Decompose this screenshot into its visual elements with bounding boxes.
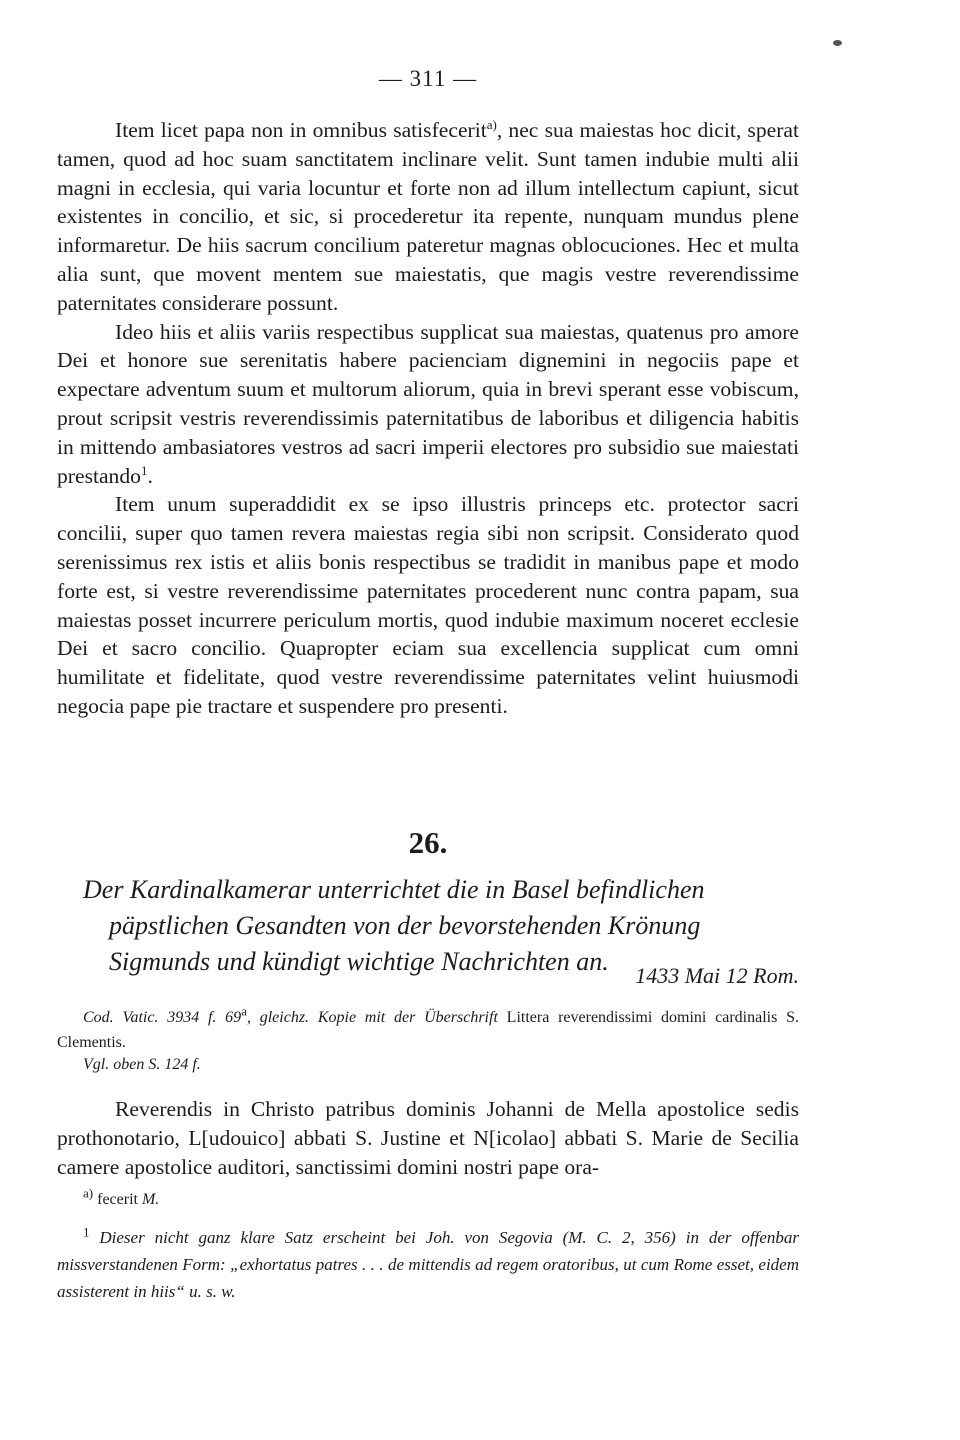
paragraph-3: [57, 490, 799, 720]
letter-paragraph: Reverendis in Christo patribus dominis Johanni de Mella apostolice sedis prothonotario, L[udouico] abbati S. Justine et N[icolao] abbati S. Marie de Secilia camere apostolice auditori, sanctissimi domini nostri pape ora-: [57, 1097, 799, 1179]
source-description: , gleichz. Kopie mit der Überschrift: [246, 1009, 498, 1026]
footnote-1-mark: 1: [83, 1224, 90, 1240]
footnote-ref-1: 1: [140, 462, 148, 478]
paragraph-1-text: Item licet papa non in omnibus satisfecerit: [115, 118, 487, 142]
paragraph-2: [57, 318, 799, 491]
main-text: [57, 116, 799, 721]
footnote-ref-a: a): [486, 116, 497, 132]
paragraph-1: [57, 116, 799, 318]
paragraph-1-text-cont: , nec sua maiestas hoc dicit, sperat tamen, quod ad hoc suam sanctitatem inclinare velit. Sunt tamen indubie multi alii magni in ecclesia, qui varia locuntur et forte non ad illum intellectum capiunt, sicut existentes in concilio, et sic, si procederetur ita repente, nunquam mundus plene informaretur. De hiis sacrum concilium pateretur magnas oblocuciones. Hec et multa alia sunt, que movent mentem sue maiestatis, que magis vestre reverendissime paternitates considerare possunt.: [57, 118, 799, 315]
footnote-1-text: Dieser nicht ganz klare Satz erscheint bei Joh. von Segovia (M. C. 2, 356) in der offenbar missverstandenen Form: „exhortatus patres . . . de mittendis ad regem oratoribus, ut cum Rome esset, eidem assisterent in hiis“ u. s. w.: [57, 1228, 799, 1301]
footnote-a-text: fecerit: [93, 1191, 142, 1208]
footnote-1: [57, 1224, 799, 1305]
document-heading: Der Kardinalkamerar unterrichtet die in Basel befindlichen päpstlichen Gesandten von der bevorstehenden Krönung Sigmunds und kündigt wichtige Nachrichten an.: [83, 875, 705, 976]
book-page: [57, 0, 799, 1440]
paragraph-2-text: Ideo hiis et aliis variis respectibus supplicat sua maiestas, quatenus pro amore Dei et honore sue serenitatis habere pacienciam dignemini in negociis pape et expectare adventum suum et multorum aliorum, quia in brevi sperant esse vobiscum, prout scripsit vestris reverendissimis paternitatibus de laboribus et diligencia habitis in mittendo ambasiatores vestros ad sacri imperii electores pro subsidio sue maiestati prestando: [57, 319, 799, 488]
footnote-a: [83, 1185, 799, 1212]
document-number: 26.: [408, 825, 448, 860]
source-title: Littera reverendissimi domini cardinalis S. Clementis.: [57, 1009, 800, 1051]
cross-reference: Vgl. oben S. 124 f.: [83, 1056, 201, 1073]
source-note: [57, 1005, 799, 1055]
document-date: 1433 Mai 12 Rom.: [635, 963, 799, 988]
paragraph-2-text-end: .: [147, 463, 153, 488]
footnotes: [57, 1185, 799, 1305]
ink-speck: [833, 40, 842, 46]
paragraph-3-text: Item unum superaddidit ex se ipso illustris princeps etc. protector sacri concilii, super quo tamen revera maiestas regia sibi non scripsit. Considerato quod serenissimus rex istis et aliis bonis respectibus se tradidit in manibus pape et modo forte est, si vestre reverendissime paternitates procederent nunc contra papam, sua maiestas posset incurrere periculum mortis, quod indubie maximum noceret ecclesie Dei et sacro concilio. Quapropter eciam sua excellencia supplicat cum omni humilitate et fidelitate, quod vestre reverendissime paternitates velint huiusmodi negocia pape pie tractare et suspendere pro presenti.: [57, 492, 799, 718]
page-number: — 311 —: [378, 66, 478, 91]
letter-text: [57, 1095, 799, 1181]
footnote-a-mark: a): [83, 1185, 94, 1201]
source-codex: Cod. Vatic. 3934 f. 69: [83, 1009, 242, 1026]
footnote-a-ms: M.: [141, 1191, 160, 1208]
source-folio-sup: a: [241, 1003, 247, 1019]
